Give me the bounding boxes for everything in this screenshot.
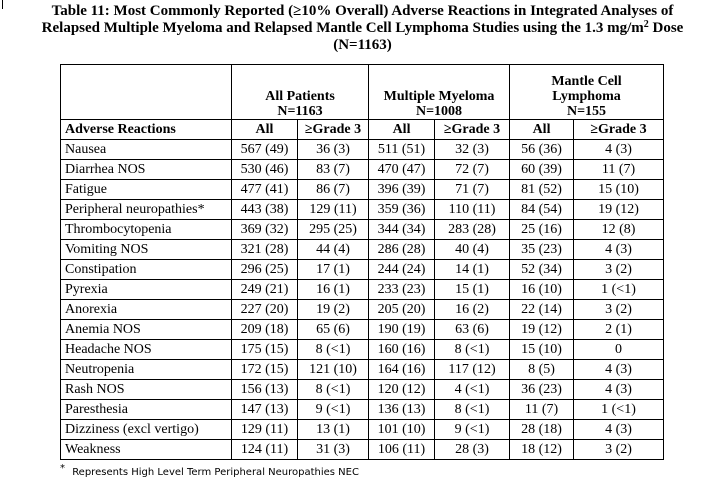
table-row	[61, 280, 664, 300]
footnote	[60, 463, 359, 480]
value-cell: 172 (15)	[232, 360, 298, 380]
value-cell: 84 (54)	[510, 200, 574, 220]
reaction-name-cell: Constipation	[61, 260, 232, 280]
value-cell: 22 (14)	[510, 300, 574, 320]
reaction-name-cell: Thrombocytopenia	[61, 220, 232, 240]
group-header-multiple-myeloma-label: Multiple Myeloma	[383, 89, 495, 104]
value-cell: 295 (25)	[298, 220, 369, 240]
value-cell: 117 (12)	[435, 360, 510, 380]
value-cell: 286 (28)	[369, 240, 435, 260]
table-row	[61, 420, 664, 440]
column-header-all: All	[510, 120, 574, 140]
reaction-name-cell: Neutropenia	[61, 360, 232, 380]
value-cell: 129 (11)	[298, 200, 369, 220]
value-cell: 35 (23)	[510, 240, 574, 260]
value-cell: 11 (7)	[574, 160, 664, 180]
value-cell: 44 (4)	[298, 240, 369, 260]
value-cell: 16 (1)	[298, 280, 369, 300]
value-cell: 321 (28)	[232, 240, 298, 260]
value-cell: 31 (3)	[298, 440, 369, 460]
value-cell: 11 (7)	[510, 400, 574, 420]
group-header-row	[61, 65, 664, 120]
value-cell: 4 (<1)	[435, 380, 510, 400]
value-cell: 175 (15)	[232, 340, 298, 360]
reaction-name-cell: Weakness	[61, 440, 232, 460]
empty-header-cell	[61, 65, 232, 120]
column-header-grade3: ≥Grade 3	[298, 120, 369, 140]
title-line-2	[0, 20, 725, 37]
value-cell: 28 (3)	[435, 440, 510, 460]
table-row	[61, 260, 664, 280]
table-row	[61, 320, 664, 340]
value-cell: 15 (10)	[510, 340, 574, 360]
value-cell: 296 (25)	[232, 260, 298, 280]
value-cell: 3 (2)	[574, 300, 664, 320]
value-cell: 13 (1)	[298, 420, 369, 440]
table-row	[61, 440, 664, 460]
table-row	[61, 180, 664, 200]
value-cell: 8 (<1)	[435, 400, 510, 420]
group-header-multiple-myeloma	[369, 65, 510, 120]
value-cell: 4 (3)	[574, 240, 664, 260]
value-cell: 106 (11)	[369, 440, 435, 460]
value-cell: 8 (<1)	[298, 380, 369, 400]
title-line-2-text: Relapsed Multiple Myeloma and Relapsed Mantle Cell Lymphoma Studies using the 1.3 mg/m	[41, 20, 644, 36]
value-cell: 8 (5)	[510, 360, 574, 380]
reaction-name-cell: Anorexia	[61, 300, 232, 320]
table-row	[61, 140, 664, 160]
reaction-name-cell: Anemia NOS	[61, 320, 232, 340]
value-cell: 129 (11)	[232, 420, 298, 440]
group-header-all-patients-n: N=1163	[277, 104, 323, 119]
column-header-grade3: ≥Grade 3	[574, 120, 664, 140]
value-cell: 110 (11)	[435, 200, 510, 220]
value-cell: 63 (6)	[435, 320, 510, 340]
value-cell: 81 (52)	[510, 180, 574, 200]
title-superscript: 2	[643, 19, 649, 30]
value-cell: 4 (3)	[574, 380, 664, 400]
reaction-name-cell: Pyrexia	[61, 280, 232, 300]
value-cell: 60 (39)	[510, 160, 574, 180]
value-cell: 205 (20)	[369, 300, 435, 320]
value-cell: 4 (3)	[574, 360, 664, 380]
value-cell: 83 (7)	[298, 160, 369, 180]
value-cell: 14 (1)	[435, 260, 510, 280]
value-cell: 16 (10)	[510, 280, 574, 300]
reaction-name-cell: Headache NOS	[61, 340, 232, 360]
value-cell: 2 (1)	[574, 320, 664, 340]
table-row	[61, 400, 664, 420]
value-cell: 8 (<1)	[435, 340, 510, 360]
value-cell: 369 (32)	[232, 220, 298, 240]
value-cell: 28 (18)	[510, 420, 574, 440]
value-cell: 567 (49)	[232, 140, 298, 160]
group-header-mantle-cell-label-2: Lymphoma	[552, 89, 621, 104]
value-cell: 344 (34)	[369, 220, 435, 240]
reaction-name-cell: Diarrhea NOS	[61, 160, 232, 180]
value-cell: 40 (4)	[435, 240, 510, 260]
value-cell: 511 (51)	[369, 140, 435, 160]
value-cell: 164 (16)	[369, 360, 435, 380]
value-cell: 15 (1)	[435, 280, 510, 300]
value-cell: 477 (41)	[232, 180, 298, 200]
value-cell: 52 (34)	[510, 260, 574, 280]
table-row	[61, 200, 664, 220]
footnote-text: Represents High Level Term Peripheral Neuropathies NEC	[72, 467, 359, 478]
value-cell: 3 (2)	[574, 260, 664, 280]
value-cell: 249 (21)	[232, 280, 298, 300]
value-cell: 72 (7)	[435, 160, 510, 180]
value-cell: 17 (1)	[298, 260, 369, 280]
table-title	[0, 3, 725, 54]
value-cell: 9 (<1)	[298, 400, 369, 420]
group-header-all-patients-label: All Patients	[265, 89, 335, 104]
value-cell: 4 (3)	[574, 420, 664, 440]
value-cell: 1 (<1)	[574, 400, 664, 420]
value-cell: 147 (13)	[232, 400, 298, 420]
value-cell: 120 (12)	[369, 380, 435, 400]
value-cell: 530 (46)	[232, 160, 298, 180]
table-body	[61, 65, 664, 460]
reaction-name-cell: Rash NOS	[61, 380, 232, 400]
value-cell: 209 (18)	[232, 320, 298, 340]
group-header-multiple-myeloma-n: N=1008	[415, 104, 463, 119]
value-cell: 121 (10)	[298, 360, 369, 380]
reaction-name-cell: Peripheral neuropathies*	[61, 200, 232, 220]
table-row	[61, 160, 664, 180]
table-row	[61, 380, 664, 400]
value-cell: 9 (<1)	[435, 420, 510, 440]
value-cell: 244 (24)	[369, 260, 435, 280]
value-cell: 190 (19)	[369, 320, 435, 340]
column-header-grade3: ≥Grade 3	[435, 120, 510, 140]
value-cell: 32 (3)	[435, 140, 510, 160]
reaction-name-cell: Nausea	[61, 140, 232, 160]
value-cell: 71 (7)	[435, 180, 510, 200]
table-row	[61, 300, 664, 320]
value-cell: 3 (2)	[574, 440, 664, 460]
adverse-reactions-table	[60, 64, 664, 460]
value-cell: 101 (10)	[369, 420, 435, 440]
value-cell: 156 (13)	[232, 380, 298, 400]
column-header-row	[61, 120, 664, 140]
title-line-1: Table 11: Most Commonly Reported (≥10% Overall) Adverse Reactions in Integrated Analyses of	[51, 3, 674, 19]
title-line-3: (N=1163)	[333, 37, 392, 53]
value-cell: 19 (12)	[574, 200, 664, 220]
value-cell: 19 (2)	[298, 300, 369, 320]
reaction-name-cell: Dizziness (excl vertigo)	[61, 420, 232, 440]
value-cell: 233 (23)	[369, 280, 435, 300]
table-row	[61, 220, 664, 240]
table-row	[61, 240, 664, 260]
title-line-2-end: Dose	[648, 20, 684, 36]
value-cell: 1 (<1)	[574, 280, 664, 300]
value-cell: 396 (39)	[369, 180, 435, 200]
value-cell: 470 (47)	[369, 160, 435, 180]
table-row	[61, 360, 664, 380]
group-header-mantle-cell	[510, 65, 664, 120]
group-header-mantle-cell-n: N=155	[566, 104, 607, 119]
value-cell: 36 (3)	[298, 140, 369, 160]
value-cell: 19 (12)	[510, 320, 574, 340]
value-cell: 160 (16)	[369, 340, 435, 360]
value-cell: 56 (36)	[510, 140, 574, 160]
value-cell: 15 (10)	[574, 180, 664, 200]
value-cell: 86 (7)	[298, 180, 369, 200]
value-cell: 8 (<1)	[298, 340, 369, 360]
column-header-all: All	[369, 120, 435, 140]
reaction-name-cell: Paresthesia	[61, 400, 232, 420]
group-header-mantle-cell-label-1: Mantle Cell	[551, 74, 622, 89]
column-header-all: All	[232, 120, 298, 140]
value-cell: 18 (12)	[510, 440, 574, 460]
value-cell: 136 (13)	[369, 400, 435, 420]
reaction-name-cell: Fatigue	[61, 180, 232, 200]
group-header-all-patients	[232, 65, 369, 120]
column-header-adverse-reactions: Adverse Reactions	[61, 120, 232, 140]
value-cell: 36 (23)	[510, 380, 574, 400]
value-cell: 359 (36)	[369, 200, 435, 220]
value-cell: 227 (20)	[232, 300, 298, 320]
value-cell: 25 (16)	[510, 220, 574, 240]
value-cell: 283 (28)	[435, 220, 510, 240]
reaction-name-cell: Vomiting NOS	[61, 240, 232, 260]
value-cell: 124 (11)	[232, 440, 298, 460]
value-cell: 4 (3)	[574, 140, 664, 160]
value-cell: 0	[574, 340, 664, 360]
value-cell: 12 (8)	[574, 220, 664, 240]
value-cell: 16 (2)	[435, 300, 510, 320]
value-cell: 65 (6)	[298, 320, 369, 340]
value-cell: 443 (38)	[232, 200, 298, 220]
footnote-marker: *	[60, 463, 65, 474]
table-row	[61, 340, 664, 360]
